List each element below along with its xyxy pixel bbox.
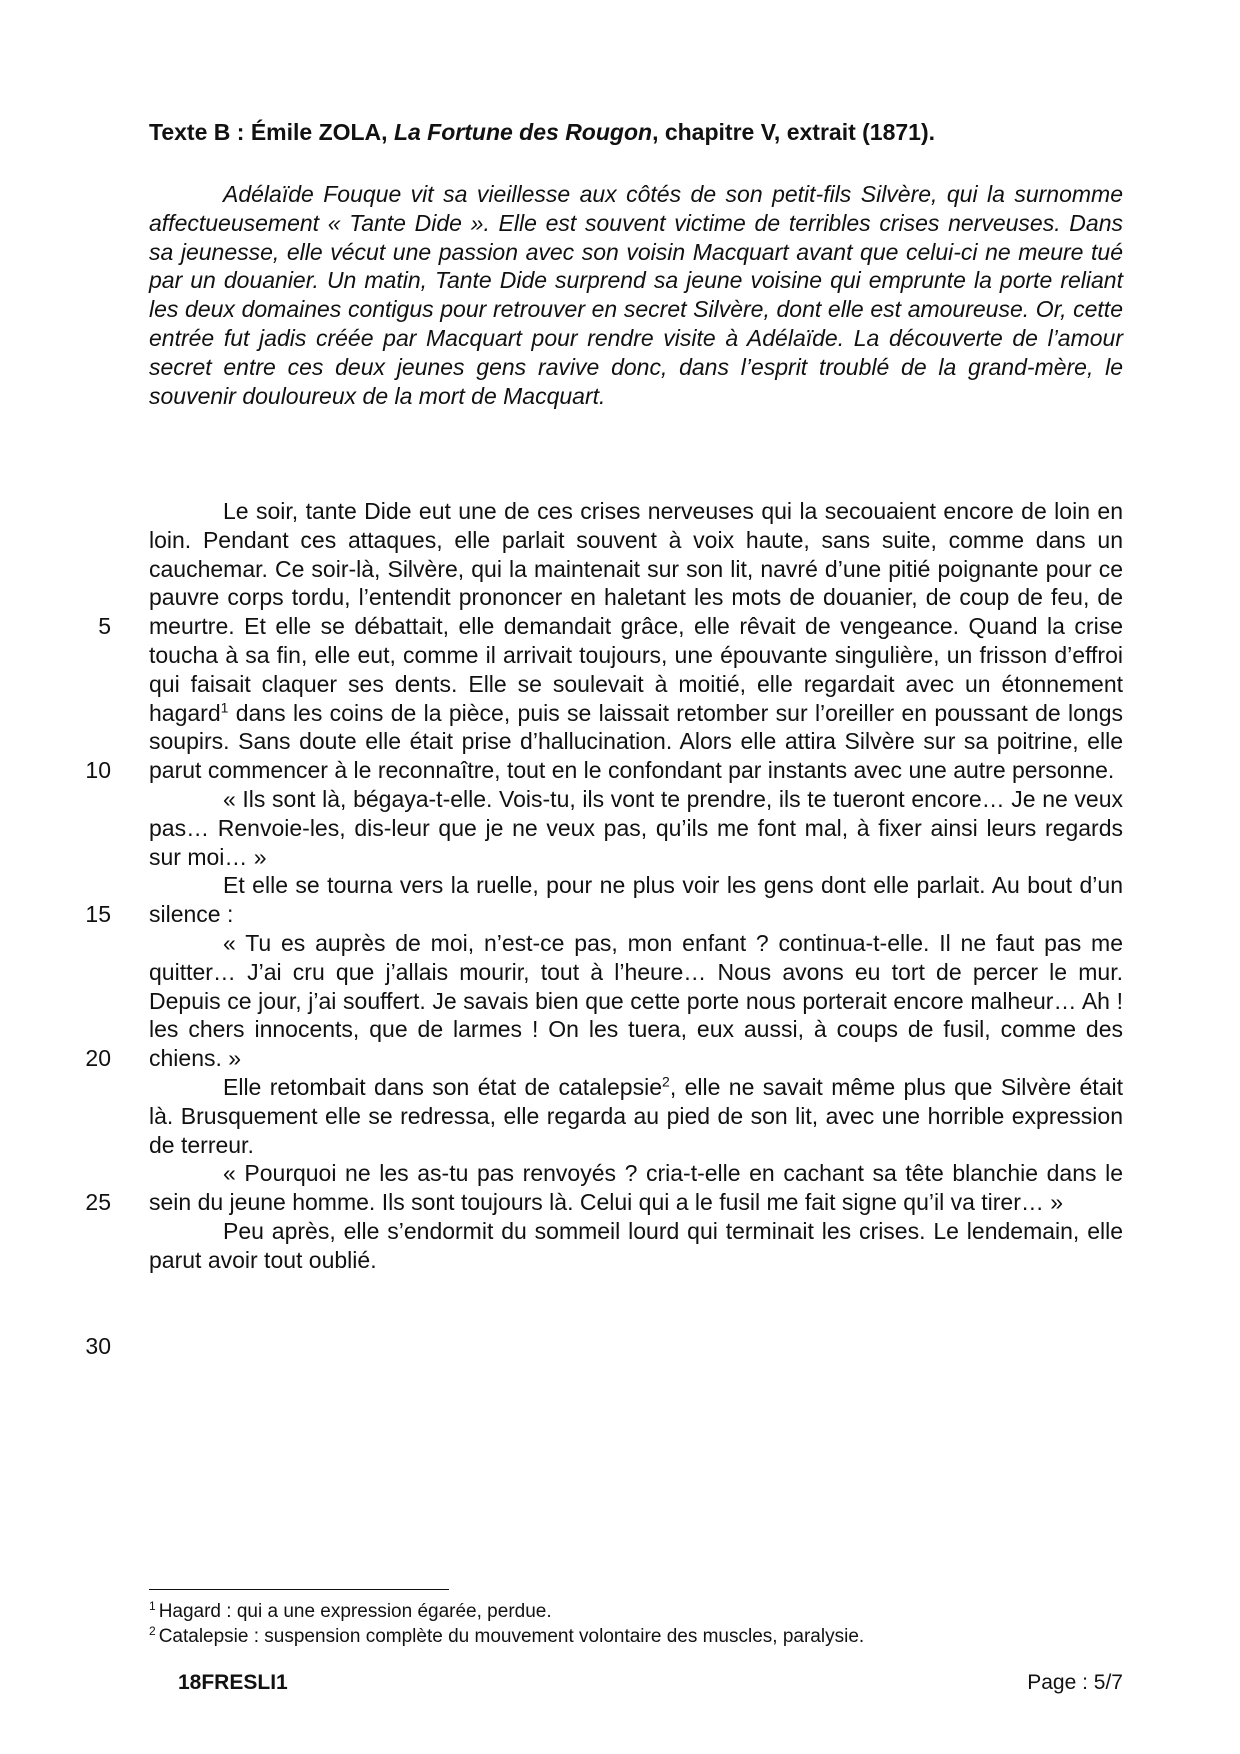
- line-number-30: 30: [85, 1333, 111, 1359]
- footnote-1: [149, 1599, 1129, 1624]
- paragraph-5: [149, 1073, 1123, 1159]
- footnote-1-mark: 1: [149, 1598, 156, 1613]
- heading-suffix: , chapitre V, extrait (1871).: [652, 119, 936, 145]
- paragraph-1-end: dans les coins de la pièce, puis se laissait retomber sur l’oreiller en poussant de longs soupirs. Sans doute elle était prise d’hallucination. Alors elle attira Silvère sur sa poitrine, elle parut commencer à le reconnaître, tout en le confondant par instants avec une autre personne.: [149, 699, 1123, 784]
- work-title: La Fortune des Rougon: [393, 119, 653, 145]
- heading-prefix: Texte B : Émile ZOLA,: [149, 119, 394, 145]
- line-number-20: 20: [85, 1045, 111, 1071]
- paragraph-5-end: , elle ne savait même plus que Silvère était là. Brusquement elle se redressa, elle regarda au pied de son lit, avec une horrible expression de terreur.: [149, 1073, 1123, 1158]
- line-number-5: 5: [98, 613, 111, 639]
- footnote-2-mark: 2: [149, 1623, 156, 1638]
- paragraph-7: Peu après, elle s’endormit du sommeil lourd qui terminait les crises. Le lendemain, elle parut avoir tout oublié.: [149, 1217, 1123, 1273]
- paragraph-1-start: Le soir, tante Dide eut une de ces crises nerveuses qui la secouaient encore de loin en loin. Pendant ces attaques, elle parlait souvent à voix haute, sans suite, comme dans un cauchemar. Ce soir-là, Silvère, qui la maintenait sur son lit, navré d’une pitié poignante pour ce pauvre corps tordu, l’entendit prononcer en haletant les mots de douanier, de coup de feu, de meurtre. Et elle se débattait, elle demandait grâce, elle rêvait de vengeance. Quand la crise toucha à sa fin, elle eut, comme il arrivait toujours, une épouvante singulière, un frisson d’effroi qui faisait claquer ses dents. Elle se soulevait à moitié, elle regardait avec un étonnement hagard: [149, 498, 1123, 726]
- paragraph-6: « Pourquoi ne les as-tu pas renvoyés ? cria-t-elle en cachant sa tête blanchie dans le sein du jeune homme. Ils sont toujours là. Celui qui a le fusil me fait signe qu’il va tirer… »: [149, 1160, 1123, 1216]
- line-number-25: 25: [85, 1189, 111, 1215]
- paragraph-3: Et elle se tourna vers la ruelle, pour ne plus voir les gens dont elle parlait. Au bout d’un silence :: [149, 872, 1123, 928]
- paragraph-2: « Ils sont là, bégaya-t-elle. Vois-tu, ils vont te prendre, ils te tueront encore… Je ne veux pas… Renvoie-les, dis-leur que je ne veux pas, qu’ils me font mal, à fixer ainsi leurs regards sur moi… »: [149, 785, 1123, 870]
- page-number: Page : 5/7: [1027, 1671, 1123, 1694]
- footnote-divider: [149, 1589, 449, 1590]
- paragraph-1: [149, 497, 1123, 785]
- extract-body: [149, 497, 1123, 1275]
- paragraph-4: « Tu es auprès de moi, n’est-ce pas, mon enfant ? continua-t-elle. Il ne faut pas me quitter… J’ai cru que j’allais mourir, tout à l’heure… Nous avons eu tort de percer le mur. Depuis ce jour, j’ai souffert. Je savais bien que cette porte nous porterait encore malheur… Ah ! les chers innocents, que de larmes ! On les tuera, eux aussi, à coups de fusil, comme des chiens. »: [149, 929, 1123, 1072]
- footnotes: [149, 1599, 1129, 1649]
- footnote-1-text: Hagard : qui a une expression égarée, perdue.: [158, 1601, 552, 1622]
- footnote-ref-1: 1: [220, 698, 229, 715]
- footnote-2-text: Catalepsie : suspension complète du mouvement volontaire des muscles, paralysie.: [158, 1626, 865, 1647]
- line-number-10: 10: [85, 757, 111, 783]
- paragraph-5-start: Elle retombait dans son état de catalepsie: [223, 1073, 663, 1100]
- footnote-ref-2: 2: [662, 1073, 670, 1090]
- text-heading: [149, 117, 1129, 147]
- document-code: 18FRESLI1: [178, 1671, 288, 1694]
- introduction-paragraph: Adélaïde Fouque vit sa vieillesse aux côtés de son petit-fils Silvère, qui la surnomme affectueusement « Tante Dide ». Elle est souvent victime de terribles crises nerveuses. Dans sa jeunesse, elle vécut une passion avec son voisin Macquart avant que celui-ci ne meure tué par un douanier. Un matin, Tante Dide surprend sa jeune voisine qui emprunte la porte reliant les deux domaines contigus pour retrouver en secret Silvère, dont elle est amoureuse. Or, cette entrée fut jadis créée par Macquart pour rendre visite à Adélaïde. La découverte de l’amour secret entre ces deux jeunes gens ravive donc, dans l’esprit troublé de la grand-mère, le souvenir douloureux de la mort de Macquart.: [149, 181, 1123, 409]
- line-number-15: 15: [85, 901, 111, 927]
- footnote-2: [149, 1624, 1129, 1649]
